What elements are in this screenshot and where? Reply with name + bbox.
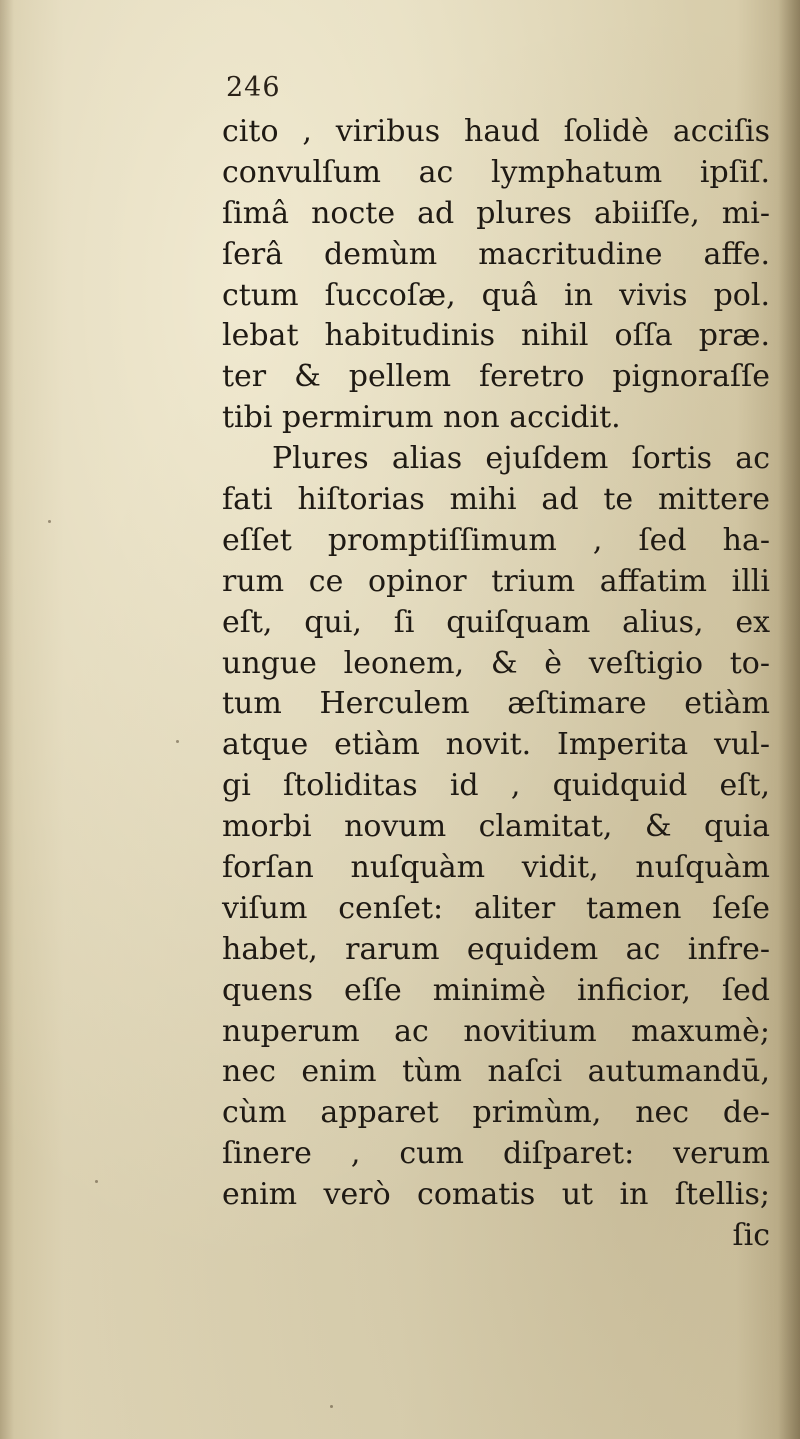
text-line: ſimâ nocte ad plures abiiſſe, mi- [222,195,770,231]
text-line: cùm apparet primùm, nec de- [222,1095,770,1131]
text-line: ter & pellem feretro pignoraſſe [222,359,770,395]
text-line: eſſet promptiſſimum , ſed ha- [222,522,770,558]
catchword: ſic [732,1218,770,1254]
text-line: habet, rarum equidem ac infre- [222,931,770,967]
text-line: eſt, qui, ſi quiſquam alius, ex [222,604,770,640]
text-line: morbi novum clamitat, & quia [222,809,770,845]
text-line: nec enim tùm naſci autumandū, [222,1054,770,1090]
text-line: convulſum ac lymphatum ipſiſ. [222,154,770,190]
text-line: rum ce opinor trium affatim illi [222,563,770,599]
text-line: lebat habitudinis nihil oſſa præ. [222,318,770,354]
page-right-shadow [778,0,800,1439]
text-line: forſan nuſquàm vidit, nuſquàm [222,850,770,886]
paper-speck [176,740,179,743]
text-block [222,112,770,1257]
page-number: 246 [226,72,281,103]
paper-speck [48,520,51,523]
text-line: nuperum ac novitium maxumè; [222,1013,770,1049]
paper-speck [95,1180,98,1183]
paper-speck [330,1405,333,1408]
text-line: gi ſtoliditas id , quidquid eſt, [222,768,770,804]
text-line: cito , viribus haud ſolidè acciſis [222,114,770,149]
text-line: tum Herculem æſtimare etiàm [222,686,770,722]
text-line: tibi permirum non accidit. [222,400,621,436]
text-line: ctum ſuccoſæ, quâ in vivis pol. [222,277,770,313]
text-line: ſerâ demùm macritudine affe. [222,236,770,272]
text-line: viſum cenſet: aliter tamen ſeſe [222,890,770,926]
text-line: enim verò comatis ut in ſtellis; [222,1177,770,1213]
page-left-shadow [0,0,14,1439]
text-line: fati hiſtorias mihi ad te mittere [222,482,770,518]
text-line: atque etiàm novit. Imperita vul- [222,727,770,763]
text-line: quens eſſe minimè inficior, ſed [222,972,770,1008]
text-line: ſinere , cum diſparet: verum [222,1136,770,1172]
text-line: Plures alias ejuſdem ſortis ac [272,441,770,477]
text-line: ungue leonem, & è veſtigio to- [222,645,770,681]
